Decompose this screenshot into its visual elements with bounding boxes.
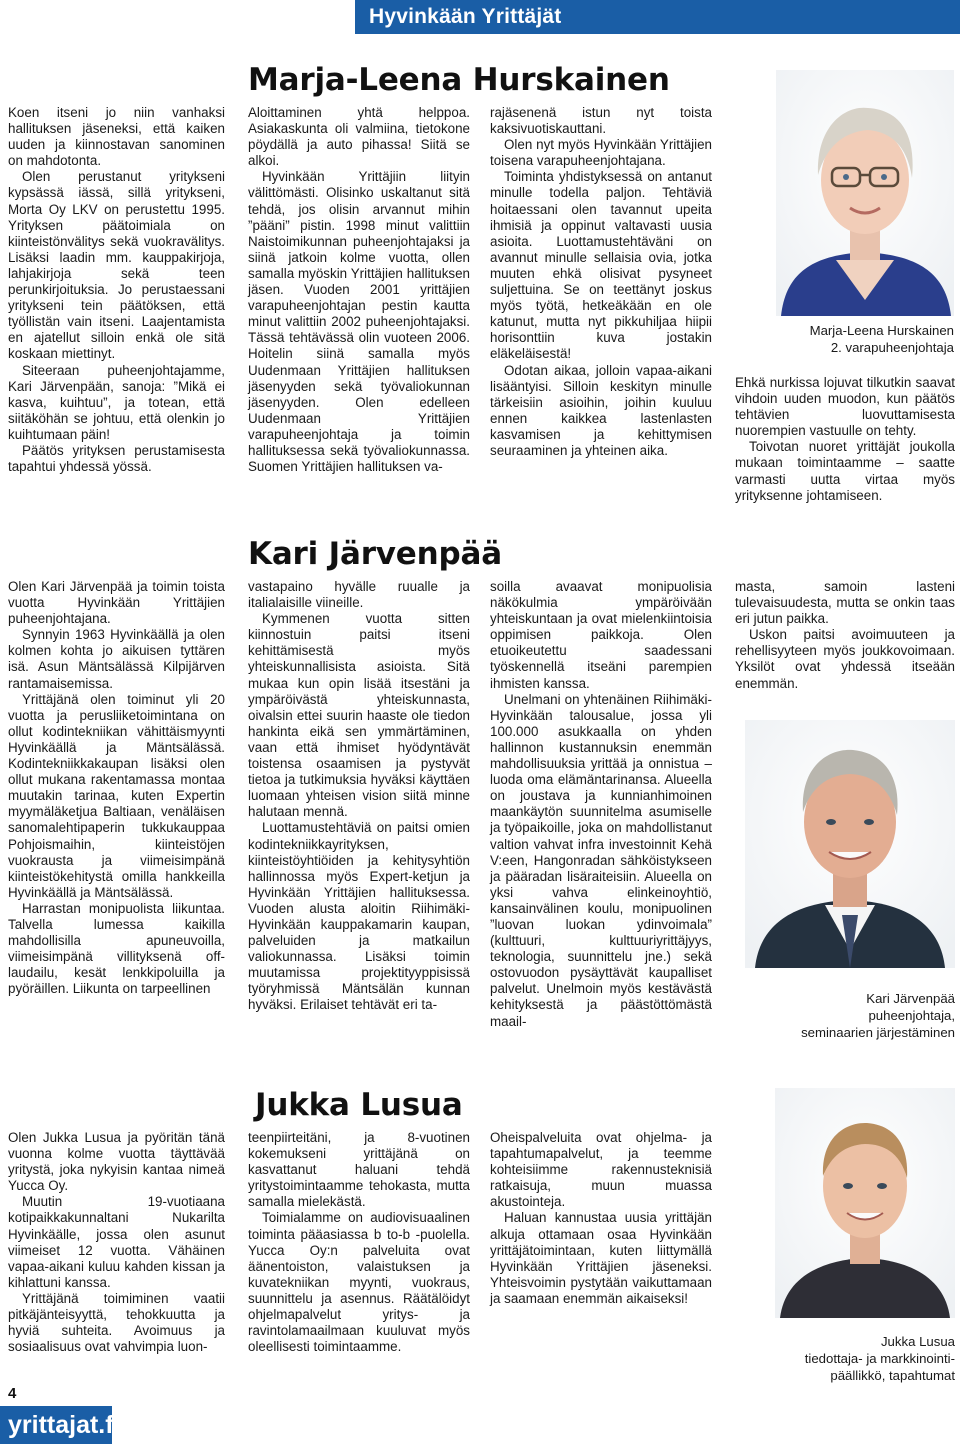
section-heading-jarvenpaa: Kari Järvenpää: [248, 536, 502, 572]
masthead: [355, 0, 960, 34]
caption-lusua: [745, 1333, 955, 1384]
paragraph: Olen nyt myös Hyvinkään Yrittäjien toisena varapuheenjohtajana.: [490, 137, 712, 169]
hurskainen-column-3: [490, 105, 712, 459]
paragraph: Olen Jukka Lusua ja pyöritän tänä vuonna kolme vuotta täyttävää yritystä, joka nykyisin kantaa nimeä Yucca Oy.: [8, 1130, 225, 1194]
caption-role: puheenjohtaja,: [868, 1008, 955, 1023]
caption-jarvenpaa: [745, 990, 955, 1041]
paragraph: Unelmani on yhtenäinen Riihimäki-Hyvinkään talousalue, jossa yli 100.000 asukkaalla on yhden hallinnon kustannuksin enemmän mahdollisuuksia yrittää ja onnistua – luoda oma elämäntarinansa. Alueella on joustava ja kunnianhimoinen maankäytön suunnitelma asumiselle ja työpaikoille, joka on mahdollistanut valtion vahvat infra investoinnit Kehä V:een, Hangonradan sähköistykseen ja pääradan lisäraiteisiin. Alueella on yksi vahva elinkeinoyhtiö, kansainvälinen koulu, monipuolinen ”luovan luokan ydinvoimala” (kulttuuri, kulttuuriyrittäjyys, teknologia, suunnittelu jne.) sekä ostovuodon pysäyttävät kaupalliset palvelut. Unelmoin myös kestävästä kehityksestä ja päästöttömästä maail-: [490, 691, 712, 1029]
paragraph: Olen perustanut yritykseni kypsässä iässä, sillä yritykseni, Morta Oy LKV on perustettu 1995. Yrityksen päätoimiala on kiinteistönvälitys sekä vuokravälitys. Lisäksi laadin mm. kauppakirjoja, lahjakirjoja sekä teen perunkirjoituksia. Jo perustaessani yritykseni tein päätöksen, että työllistän vain itseni. Laajentamista en ajatellut silloin enkä ole sitä koskaan miettinyt.: [8, 169, 225, 362]
lusua-column-2: [248, 1130, 470, 1355]
caption-role: päällikkö, tapahtumat: [830, 1368, 955, 1383]
hurskainen-column-4: [735, 375, 955, 504]
paragraph: Muutin 19-vuotiaana kotipaikkakunnaltani Nukarilta Hyvinkäälle, jossa olen asunut viimeiset 12 vuotta. Vähäinen vapaa-aikani kuluu kahden kissan ja kihlattuni kanssa.: [8, 1194, 225, 1290]
paragraph: rajäsenenä istun nyt toista kaksivuotiskauttani.: [490, 105, 712, 137]
paragraph: Ehkä nurkissa lojuvat tilkutkin saavat vihdoin uuden muodon, kun päätös tehtävien luovuttamisesta nuorempien vastuulle on tehty.: [735, 375, 955, 439]
page-number: 4: [8, 1385, 17, 1402]
paragraph: Hyvinkään Yrittäjiin liityin välittömästi. Olisinko uskaltanut sitä tehdä, jos olisin arvannut mihin ”pääni” pistin. 1998 minut valittiin Naistoimikunnan puheenjohtajaksi ja siinä jatkoin kolme vuotta, ollen samalla myöskin Yrittäjien hallituksen jäsen. Vuoden 2001 yrittäjien varapuheenjohtajan pestin kautta minut valittiin 2002 puheenjohtajaksi. Tässä tehtävässä olin vuoteen 2006. Hoitelin siinä samalla myös Uudenmaan Yrittäjien hallituksen jäsenyyden sekä työvaliokunnan jäsenyyden. Olen edelleen Uudenmaan Yrittäjien varapuheenjohtaja ja toimin hallituksessa sekä työvaliokunnassa. Suomen Yrittäjien hallituksen va-: [248, 169, 470, 475]
jarvenpaa-column-2: [248, 579, 470, 1014]
paragraph: Siteeraan puheenjohtajamme, Kari Järvenpään, sanoja: ”Mikä ei kasva, kuihtuu”, ja totean, että siitäköhän se johtuu, että olenkin jo kuihtumaan päin!: [8, 362, 225, 442]
caption-name: Kari Järvenpää: [866, 991, 955, 1006]
section-heading-lusua: Jukka Lusua: [255, 1087, 463, 1123]
jarvenpaa-column-1: [8, 579, 225, 997]
hurskainen-column-1: [8, 105, 225, 475]
paragraph: Yrittäjänä toimiminen vaatii pitkäjänteisyyttä, tehokkuutta ja hyviä suhteita. Avoimuus ja sosiaalisuus ovat vahvimpia luon-: [8, 1290, 225, 1355]
paragraph: Oheispalveluita ovat ohjelma- ja tapahtumapalvelut, ja teemme kohteisiimme rakennusteknisiä ratkaisuja, muun muassa akustointeja.: [490, 1130, 712, 1210]
paragraph: soilla avaavat monipuolisia näkökulmia ympäröivään yhteiskuntaan ja ovat mielenkiintoisia oppimisen paikkoja. Olen etuoikeutettu saadessani työskennellä itseäni parempien ihmisten kanssa.: [490, 579, 712, 691]
portrait-hurskainen: [776, 70, 954, 316]
paragraph: teenpiirteitäni, ja 8-vuotinen kokemukseni yrittäjänä on kasvattanut haluani tehdä yritystoimintaamme tehokasta, mutta samalla mielekästä.: [248, 1130, 470, 1210]
paragraph: Toivotan nuoret yrittäjät joukolla mukaan toimintaamme – saatte varmasti uutta virtaa myös yrityksenne johtamiseen.: [735, 439, 955, 503]
caption-name: Marja-Leena Hurskainen: [809, 323, 954, 338]
lusua-column-1: [8, 1130, 225, 1355]
paragraph: Yrittäjänä olen toiminut yli 20 vuotta ja perusliiketoimintana on ollut kodintekniikan vähittäismyynti Hyvinkäällä ja Mäntsälässä. Kodintekniikkakaupan lisäksi olen ollut mukana rakentamassa montaa muutakin tarinaa, kuten Expertin myymäläketjua Baltiaan, venäläisen sanomalehtipaperin tukkukauppaa Pohjoismaihin, kiinteistöjen vuokrausta ja viimeisimpänä kiinteistökehitystä omilla hankkeilla Hyvinkäällä ja Mäntsälässä.: [8, 691, 225, 900]
paragraph: Toiminta yhdistyksessä on antanut minulle todella paljon. Tehtäviä hoitaessani olen tavannut upeita ihmisiä ja oppinut valtavasti uusia asioita. Luottamustehtäväni on avannut minulle sellaisia ovia, jotka muuten ehkä olisivat pysyneet suljettuina. Se on teettänyt joskus myös työtä, hetkeäkään en ole katunut, mutta nyt pikkuhiljaa hiipii horisonttiin kuva jostakin eläkeläisestä!: [490, 169, 712, 362]
paragraph: masta, samoin lasteni tulevaisuudesta, mutta se onkin taas eri jutun paikka.: [735, 579, 955, 627]
portrait-lusua: [775, 1088, 955, 1318]
portrait-jarvenpaa: [745, 720, 955, 968]
paragraph: Toimialamme on audiovisuaalinen toiminta pääasiassa b to-b -puolella. Yucca Oy:n palveluita ovat äänentoiston, valaistuksen ja kuvatekniikan myynti, vuokraus, suunnittelu ja asennus. Räätälöidyt ohjelmapalvelut yritys- ja ravintolamaailmaan kuuluvat myös oleellisesti toimintaamme.: [248, 1210, 470, 1355]
paragraph: Uskon paitsi avoimuuteen ja rehellisyyteen myös joukkovoimaan. Yksilöt ovat yhdessä itseään enemmän.: [735, 627, 955, 691]
lusua-column-3: [490, 1130, 712, 1307]
hurskainen-column-2: [248, 105, 470, 475]
footer-site-logo[interactable]: yrittajat.fi: [0, 1406, 112, 1444]
paragraph: Luottamustehtäviä on paitsi omien kodintekniikkayrityksen, kiinteistöyhtiöiden ja kehitysyhtiön hallinnossa myös Expert-ketjun ja Hyvinkään Yrittäjien hallituksessa. Vuoden alusta aloitin Riihimäki-Hyvinkään kauppakamarin kaupan, palveluiden ja matkailun valiokunnassa. Lisäksi toimin muutamissa projektityyppisissä työryhmissä Mäntsälän kunnan hyväksi. Erilaiset tehtävät eri ta-: [248, 820, 470, 1013]
paragraph: Harrastan monipuolista liikuntaa. Talvella lumessa kaikilla mahdollisilla apuneuvoilla, viimeisimpänä villityksenä off-laudailu, kesät lenkkipoluilla ja pyöräillen. Liikunta on tarpeellinen: [8, 900, 225, 997]
jarvenpaa-column-3: [490, 579, 712, 1030]
paragraph: Aloittaminen yhtä helppoa. Asiakaskunta oli valmiina, tietokone pöydällä ja auto pihassa! Siitä se alkoi.: [248, 105, 470, 169]
jarvenpaa-column-4: [735, 579, 955, 692]
paragraph: Synnyin 1963 Hyvinkäällä ja olen kolmen kohta jo aikuisen tyttären isä. Asun Mäntsälässä Kilpijärven rantamaisemissa.: [8, 627, 225, 691]
paragraph: Päätös yrityksen perustamisesta tapahtui yhdessä yössä.: [8, 442, 225, 475]
section-heading-hurskainen: Marja-Leena Hurskainen: [248, 62, 670, 98]
paragraph: Olen Kari Järvenpää ja toimin toista vuotta Hyvinkään Yrittäjien puheenjohtajana.: [8, 579, 225, 627]
paragraph: Haluan kannustaa uusia yrittäjän alkuja ottamaan osaa Hyvinkään yrittäjätoimintaan, kuten liittymällä Hyvinkään Yrittäjien jäseneksi. Yhteisvoimin pystytään vaikuttamaan ja saamaan enemmän aikaiseksi!: [490, 1210, 712, 1306]
masthead-title: Hyvinkään Yrittäjät: [369, 5, 562, 28]
caption-role: tiedottaja- ja markkinointi-: [804, 1351, 955, 1366]
paragraph: Kymmenen vuotta sitten kiinnostuin paitsi itseni kehittämisestä myös yhteiskunnallisista asioista. Sitä mukaa kun opin lisää itsestäni ja ympäröivästä yhteiskunnasta, oivalsin ettei suurin haaste ole tiedon hankinta eikä sen ymmärtäminen, vaan että ihmiset hyödyntävät toistensa osaamisen ja pystyvät tietoa ja tutkimuksia hyväksi käyttäen luomaan yhteisen vision siitä minne halutaan mennä.: [248, 611, 470, 820]
paragraph: Odotan aikaa, jolloin vapaa-aikani lisääntyisi. Silloin keskityn minulle tärkeisiin asioihin, joihin kuuluu ennen kaikkea lastenlasten kasvamisen ja kehittymisen seuraaminen ja yhteinen aika.: [490, 362, 712, 458]
caption-name: Jukka Lusua: [880, 1334, 955, 1349]
caption-hurskainen: [770, 322, 954, 356]
paragraph: Koen itseni jo niin vanhaksi hallituksen jäseneksi, että kaiken uuden ja kiinnostavan sanominen on mahdotonta.: [8, 105, 225, 169]
caption-role: seminaarien järjestäminen: [801, 1025, 955, 1040]
caption-role: 2. varapuheenjohtaja: [830, 340, 954, 355]
paragraph: vastapaino hyvälle ruualle ja italialaisille viineille.: [248, 579, 470, 611]
